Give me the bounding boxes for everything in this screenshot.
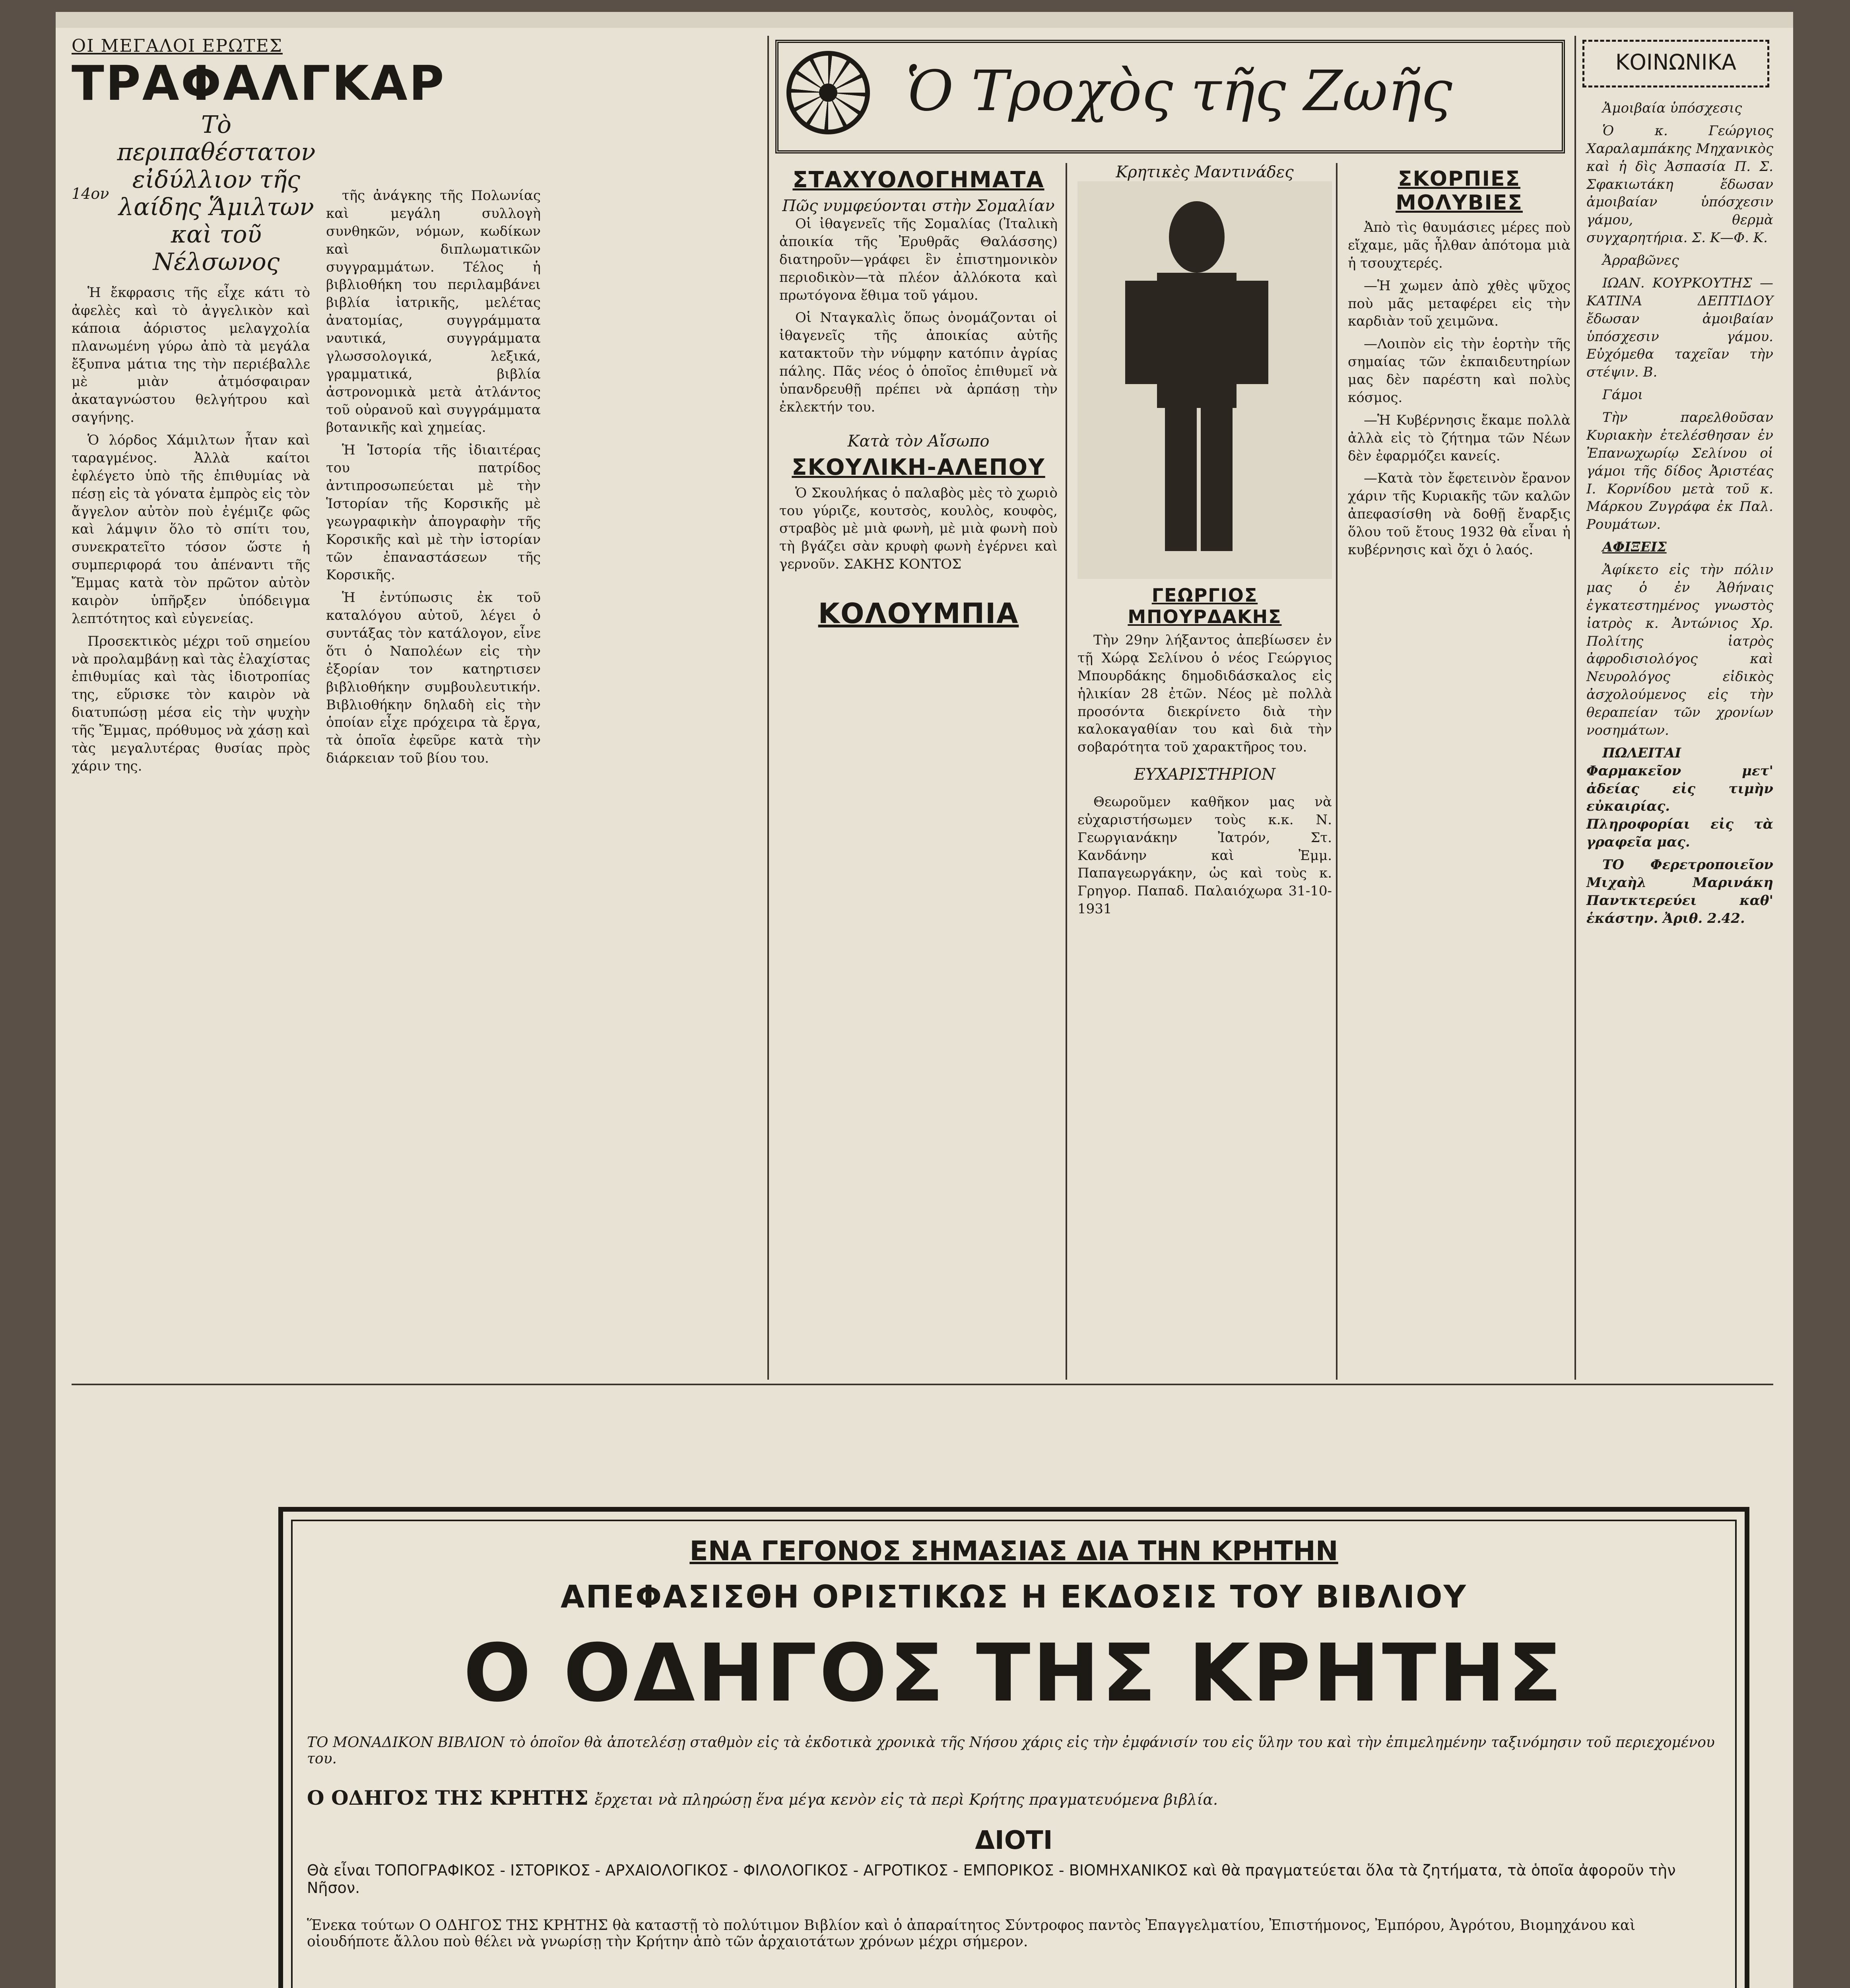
ad-title: Ο ΟΔΗΓΟΣ ΤΗΣ ΚΡΗΤΗΣ [463,1627,1565,1720]
section-title: ΣΚΟΡΠΙΕΣ ΜΟΛΥΒΙΕΣ [1396,167,1523,215]
ad-line [307,1786,1721,1809]
section-body [1586,99,1773,928]
column-stachyologimata [779,163,1058,1380]
subheading: ΑΦΙΞΕΙΣ [1602,539,1667,555]
subheading: Γάμοι [1602,387,1643,403]
section-subtitle: Κατὰ τὸν Αἴσωπο [847,432,990,450]
article-trafalgar-cont [326,187,541,1380]
section-title: ΣΚΟΥΛΙΚΗ-ΑΛΕΠΟΥ [792,454,1045,480]
paragraph: Ὁ Σκουλήκας ὁ παλαβὸς μὲς τὸ χωριὸ του γύριζε, κουτσὸς, κουλὸς, κουφὸς, στραβὸς μὲ μιὰ φωνὴ, μὲ μιὰ φωνὴ ποὺ τὴ βγάζει σὰν κρυφὴ φωνὴ ἐγέρνει καὶ γερνοῦν. ΣΑΚΗΣ ΚΟΝΤΟΣ [779,485,1058,573]
column-koinonika [1586,99,1773,1380]
paragraph: Ὁ κ. Γεώργιος Χαραλαμπάκης Μηχανικὸς καὶ ἡ δὶς Ἀσπασία Π. Σ. Σφακιωτάκη ἔδωσαν ἀμοιβαίαν ὑπόσχεσιν γάμου, θερμὰ συγχαρητήρια. Σ. Κ—Φ. Κ. [1586,122,1773,246]
article-subhead: Τὸ περιπαθέστατον εἰδύλλιον τῆς λαίδης Ἅμιλτων καὶ τοῦ Νέλσωνος [117,111,316,276]
portrait-illustration [1077,181,1332,579]
section-box-koinonika: ΚΟΙΝΩΝΙΚΑ [1582,40,1769,87]
wheel-icon [786,51,870,134]
section-subtitle: Κρητικὲς Μαντινάδες [1116,163,1294,181]
advertisement-box [278,1507,1749,1988]
paragraph: Ἡ ἔκφρασις τῆς εἶχε κάτι τὸ ἀφελὲς καὶ τὸ ἀγγελικὸν καὶ κάποια ἀόριστος μελαγχολία πλανωμένη γύρω ἀπὸ τὰ μεγάλα ἔξυπνα μάτια της τὴν περιέβαλλε μὲ μιὰν ἀτμόσφαιραν ἀκαταγνώστου θελγήτρου καὶ σαγήνης. [72,285,310,426]
paragraph: ΠΩΛΕΙΤΑΙ Φαρμακεῖον μετ' ἀδείας εἰς τιμὴν εὐκαιρίας. Πληροφορίαι εἰς τὰ γραφεῖα μας. [1586,745,1773,850]
paragraph: Τὴν παρελθοῦσαν Κυριακὴν ἐτελέσθησαν ἐν Ἐπανωχωρίῳ Σελίνου οἱ γάμοι τῆς δίδος Ἀριστέας Ι. Κορνίδου μετὰ τοῦ κ. Μάρκου Ζυγράφα ἐκ Παλ. Ρουμάτων. [1586,410,1773,533]
page-edge [56,12,1793,28]
section-subtitle: Πῶς νυμφεύονται στὴν Σομαλίαν [782,197,1055,215]
column-rule [1066,163,1067,1380]
article-body [326,187,541,767]
paragraph: —Ἡ Κυβέρνησις ἔκαμε πολλὰ ἀλλὰ εἰς τὸ ζήτημα τῶν Νέων δὲν ἐφαρμόζει κανείς. [1348,412,1570,464]
ad-title-inline: Ο ΟΔΗΓΟΣ ΤΗΣ ΚΡΗΤΗΣ [307,1786,588,1809]
paragraph: —Ἡ χωμεν ἀπὸ χθὲς ψῦχος ποὺ μᾶς μεταφέρει εἰς τὴν καρδιὰν τοῦ χειμῶνα. [1348,278,1570,330]
section-title: ΣΤΑΧΥΟΛΟΓΗΜΑΤΑ [792,167,1044,193]
newspaper-page [56,12,1793,1988]
column-mantinades [1077,163,1332,1380]
column-skorpies-molyvies [1348,163,1570,1380]
ad-line: Θὰ εἶναι ΤΟΠΟΓΡΑΦΙΚΟΣ - ΙΣΤΟΡΙΚΟΣ - ΑΡΧΑΙΟΛΟΓΙΚΟΣ - ΦΙΛΟΛΟΓΙΚΟΣ - ΑΓΡΟΤΙΚΟΣ - ΕΜΠΟΡΙΚΟΣ - ΒΙΟΜΗΧΑΝΙΚΟΣ καὶ θὰ πραγματεύεται ὅλα τὰ ζητήματα, τὰ ὁποῖα ἀφοροῦν τὴν Νῆσον. [307,1862,1676,1897]
paragraph: Οἱ ἰθαγενεῖς τῆς Σομαλίας (Ἰταλικὴ ἀποικία τῆς Ἐρυθρᾶς Θαλάσσης) διατηροῦν—γράφει ἓν ἐπιστημονικὸν περιοδικὸν—τὰ πλέον ἀλλόκοτα καὶ πρωτόγονα ἔθιμα τοῦ γάμου. [779,216,1058,303]
ad-text: ἔρχεται νὰ πληρώσῃ ἕνα μέγα κενὸν εἰς τὰ περὶ Κρήτης πραγματευόμενα βιβλία. [594,1791,1218,1808]
paragraph: ΤΟ Φερετροποιεῖον Μιχαὴλ Μαρινάκη Παντκτερεύει καθ' ἑκάστην. Ἀριθ. 2.42. [1586,857,1773,926]
paragraph: Ἀφίκετο εἰς τὴν πόλιν μας ὁ ἐν Ἀθήναις ἐγκατεστημένος γνωστὸς ἰατρὸς κ. Ἀντώνιος Χρ. Πολίτης ἰατρὸς ἀφροδισιολόγος καὶ Νευρολόγος εἰδικὸς ἀσχολούμενος εἰς τὴν θεραπείαν τῶν χρονίων νοσημάτων. [1586,562,1773,738]
paragraph: Ὁ λόρδος Χάμιλτων ἦταν καὶ ταραγμένος. Ἀλλὰ καίτοι ἐφλέγετο ὑπὸ τῆς ἐπιθυμίας νὰ πέσῃ εἰς τὰ γόνατα ἐμπρὸς εἰς τὸν ἄγγελον αὐτὸν ποὺ ἐγέμιζε φῶς καὶ λάμψιν ὅλο τὸ σπίτι του, συνεκρατεῖτο τόσον ὥστε ἡ συμπεριφορά του ἀπέναντι τῆς Ἔμμας κατὰ τὸν πρῶτον αὐτὸν καιρὸν ὑπῆρξεν ὑπόδειγμα λεπτότητος καὶ εὐγενείας. [72,432,310,627]
ad-line: ΤΟ ΜΟΝΑΔΙΚΟΝ ΒΙΒΛΙΟΝ τὸ ὁποῖον θὰ ἀποτελέσῃ σταθμὸν εἰς τὰ ἐκδοτικὰ χρονικὰ τῆς Νήσου χάρις εἰς τὴν ἐμφάνισίν του εἰς ὕλην του καὶ τὴν ἐπιμελημένην ταξινόμησιν τοῦ περιεχομένου του. [307,1734,1715,1767]
ad-line: Ἕνεκα τούτων Ο ΟΔΗΓΟΣ ΤΗΣ ΚΡΗΤΗΣ θὰ καταστῇ τὸ πολύτιμον Βιβλίον καὶ ὁ ἀπαραίτητος Σύντροφος παντὸς Ἐπαγγελματίου, Ἐπιστήμονος, Ἐμπόρου, Ἀγρότου, Βιομηχάνου καὶ οἱουδήποτε ἄλλου ποὺ θέλει νὰ γνωρίσῃ τὴν Κρήτην ἀπὸ τῶν ἀρχαιοτάτων χρόνων μέχρι σήμερον. [307,1917,1636,1950]
section-divider [72,1384,1773,1385]
section-footer: ΚΟΛΟΥΜΠΙΑ [818,597,1019,630]
paragraph: ΙΩΑΝ. ΚΟΥΡΚΟΥΤΗΣ — ΚΑΤΙΝΑ ΔΕΠΤΙΔΟΥ ἔδωσαν ἀμοιβαίαν ὑπόσχεσιν γάμου. Εὐχόμεθα ταχεῖαν τὴν στέψιν. Β. [1586,275,1773,381]
banner-wheel-of-life [775,40,1565,153]
subheading: Ἀμοιβαία ὑπόσχεσις [1602,100,1742,116]
section-body [1348,219,1570,559]
column-rule [1574,36,1576,1380]
banner-title: Ὁ Τροχὸς τῆς Ζωῆς [906,59,1452,124]
article-kicker: ΟΙ ΜΕΓΑΛΟΙ ΕΡΩΤΕΣ [72,36,283,56]
paragraph: Οἱ Νταγκαλὶς ὅπως ὀνομάζονται οἱ ἰθαγενεῖς τῆς ἀποικίας αὐτῆς κατακτοῦν τὴν νύμφην κατόπιν ἀγρίας πάλης. Πᾶς νέος ὁ ὁποῖος ἐπιθυμεῖ νὰ ὑπανδρευθῇ πρέπει νὰ ἀρπάσῃ τὴν ἐκλεκτήν του. [779,310,1058,415]
column-rule [1336,163,1338,1380]
paragraph: Ἀπὸ τὶς θαυμάσιες μέρες ποὺ εἴχαμε, μᾶς ἦλθαν ἀπότομα μιὰ ἡ τσουχτερές. [1348,219,1570,271]
paragraph: Ἡ ἐντύπωσις ἐκ τοῦ καταλόγου αὐτοῦ, λέγει ὁ συντάξας τὸν κατάλογον, εἶνε ὅτι ὁ Ναπολέων εἰς τὴν ἐξορίαν τον κατηρτισεν βιβλιοθήκην συμβουλευτικήν. Βιβλιοθήκην δηλαδὴ εἰς τὴν ὁποίαν εἶχε πρόχειρα τὰ ἔργα, τὰ ὁποῖα ἐφεῦρε κατὰ τὴν διάρκειαν τοῦ βίου του. [326,590,541,767]
episode-number: 14ον [72,185,109,202]
ad-line: ΑΠΕΦΑΣΙΣΘΗ ΟΡΙΣΤΙΚΩΣ Η ΕΚΔΟΣΙΣ ΤΟΥ ΒΙΒΛΙΟΥ [561,1579,1467,1615]
paragraph: Προσεκτικὸς μέχρι τοῦ σημείου νὰ προλαμβάνῃ καὶ τὰς ἐλαχίστας ἐπιθυμίας καὶ τὰς ἰδιοτροπίας της, εὕρισκε τὸν καιρὸν νὰ διατυπώσῃ μέσα εἰς τὴν ψυχὴν τῆς Ἔμμας, πρόθυμος νὰ χάσῃ καὶ τὰς μεγαλυτέρας θυσίας πρὸς χάριν της. [72,633,310,774]
article-headline: ΤΡΑΦΑΛΓΚΑΡ [72,56,446,111]
paragraph: —Λοιπὸν εἰς τὴν ἑορτὴν τῆς σημαίας τῶν ἐκπαιδευτηρίων μας δὲν παρέστη καὶ πολὺς κόσμος. [1348,336,1570,406]
paragraph: Ἡ Ἱστορία τῆς ἰδιαιτέρας του πατρίδος ἀντιπροσωπεύεται μὲ τὴν Ἱστορίαν τῆς Κορσικῆς μὲ γεωγραφικὴν ἀπογραφὴν τῆς Κορσικῆς καὶ μὲ τὴν ἱστορίαν τῶν ἐπαναστάσεων τῆς Κορσικῆς. [326,442,541,583]
ad-line: ΕΝΑ ΓΕΓΟΝΟΣ ΣΗΜΑΣΙΑΣ ΔΙΑ ΤΗΝ ΚΡΗΤΗΝ [689,1536,1338,1567]
ad-line: ΔΙΟΤΙ [975,1826,1053,1855]
paragraph: τῆς ἀνάγκης τῆς Πολωνίας καὶ μεγάλη συλλογὴ συνθηκῶν, νόμων, κωδίκων καὶ διπλωματικῶν συγγραμμάτων. Τέλος ἡ βιβλιοθήκη του περιλαμβάνει βιβλία ἰατρικῆς, μελέτας ἀνατομίας, συγγράμματα ναυτικά, συγγράμματα γλωσσολογικά, λεξικά, γραμματικά, βιβλία ἀστρονομικὰ μετὰ ἀτλάντος τοῦ οὐρανοῦ καὶ συγγράμματα βοτανικῆς καὶ χημείας. [326,188,541,436]
subheading: Ἀρραβῶνες [1602,252,1679,268]
paragraph: Θεωροῦμεν καθῆκον μας νὰ εὐχαριστήσωμεν τοὺς κ.κ. Ν. Γεωργιανάκην Ἰατρόν, Στ. Κανδάνην καὶ Ἐμμ. Παπαγεωργάκην, ὡς καὶ τοὺς κ. Γρηγορ. Παπαδ. Παλαιόχωρα 31-10-1931 [1077,794,1332,917]
section-body [779,484,1058,573]
thanks-heading: ΕΥΧΑΡΙΣΤΗΡΙΟΝ [1134,765,1276,784]
article-body [72,284,310,775]
column-rule [767,36,769,1380]
portrait-caption: ΓΕΩΡΓΙΟΣ ΜΠΟΥΡΔΑΚΗΣ [1128,584,1282,627]
section-body [779,215,1058,416]
section-body [1077,631,1332,918]
paragraph: —Κατὰ τὸν ἔφετεινὸν ἔρανον χάριν τῆς Κυριακῆς τῶν καλῶν ἀπεφασίσθη νὰ δοθῇ ἔναρξις ὅλου τοῦ ἔτους 1932 θὰ εἶναι ἡ κυβέρνησις καὶ ὄχι ὁ λαός. [1348,470,1570,558]
paragraph: Τὴν 29ην λήξαντος ἀπεβίωσεν ἐν τῇ Χώρᾳ Σελίνου ὁ νέος Γεώργιος Μπουρδάκης δημοδιδάσκαλος εἰς ἡλικίαν 28 ἐτῶν. Νέος μὲ πολλὰ προσόντα διεκρίνετο διὰ τὴν καλοκαγαθίαν του καὶ διὰ τὴν σοβαρότητα τοῦ χαρακτῆρος του. [1077,632,1332,755]
